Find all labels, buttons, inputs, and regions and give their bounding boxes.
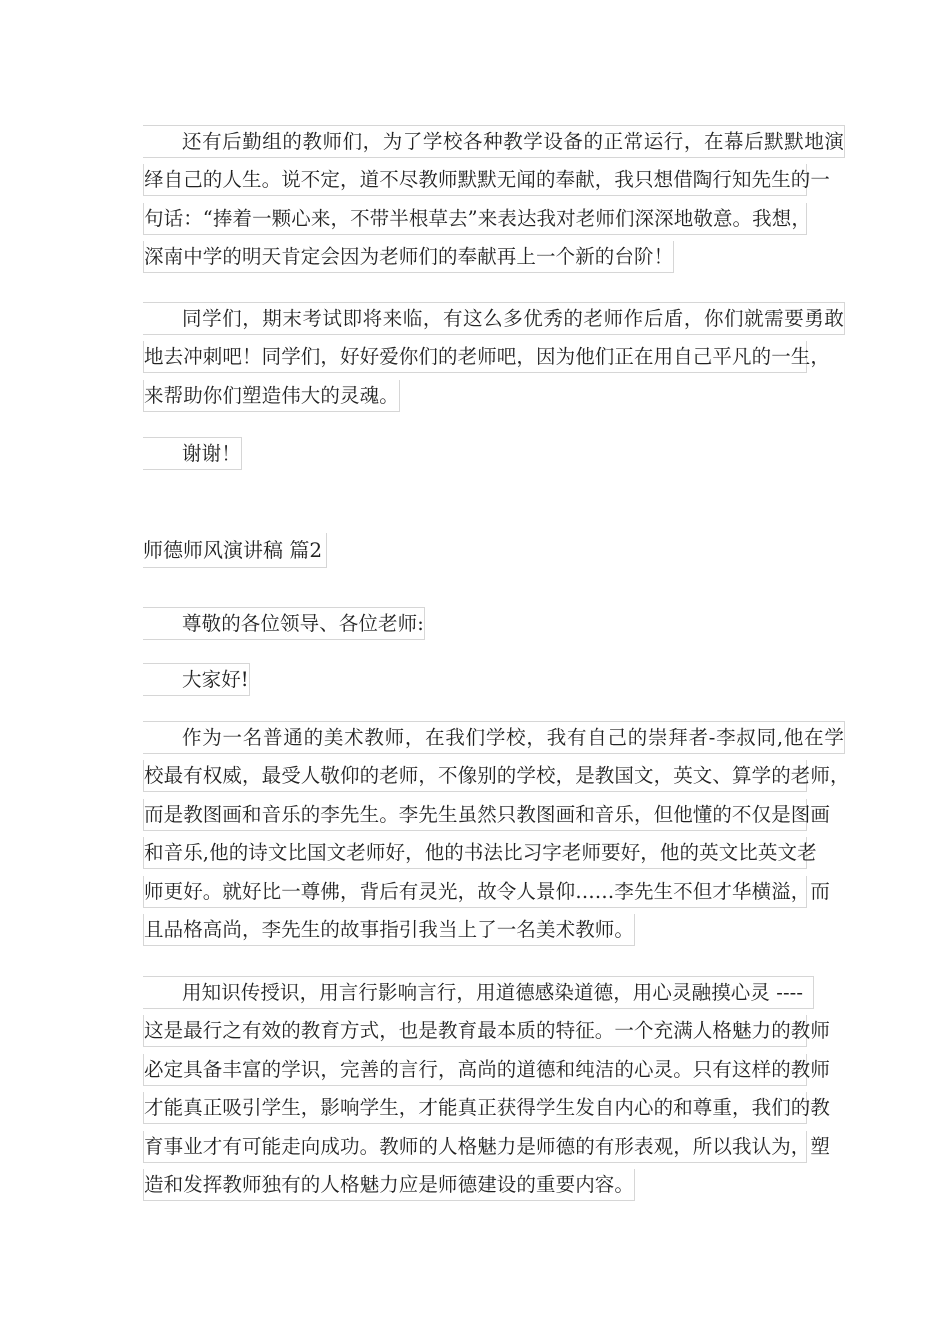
- paragraph-exam-encouragement: [143, 299, 844, 415]
- text-line: 必定具备丰富的学识，完善的言行，高尚的道德和纯洁的心灵。只有这样的教师: [143, 1054, 807, 1086]
- section-heading: [143, 533, 327, 567]
- text-line: 还有后勤组的教师们，为了学校各种教学设备的正常运行，在幕后默默地演: [143, 125, 845, 158]
- paragraph-greeting: [143, 660, 807, 699]
- text-line: 造和发挥教师独有的人格魅力应是师德建设的重要内容。: [143, 1169, 635, 1201]
- text-line: 作为一名普通的美术教师，在我们学校，我有自己的崇拜者-李叔同,他在学: [143, 721, 845, 754]
- text-line: 而是教图画和音乐的李先生。李先生虽然只教图画和音乐，但他懂的不仅是图画: [143, 799, 807, 831]
- text-line: 绎自己的人生。说不定，道不尽教师默默无闻的奉献，我只想借陶行知先生的一: [143, 164, 807, 196]
- paragraph-salutation: [143, 604, 807, 643]
- paragraph-logistics-teachers: [143, 122, 844, 276]
- paragraph-thanks: [143, 434, 807, 473]
- paragraph-teacher-charisma: [143, 973, 831, 1204]
- text-line: 大家好!: [143, 663, 250, 696]
- text-line: 用知识传授识，用言行影响言行，用道德感染道德，用心灵融摸心灵 ----: [143, 976, 814, 1009]
- text-line: 同学们，期末考试即将来临，有这么多优秀的老师作后盾，你们就需要勇敢: [143, 302, 845, 335]
- text-line: 校最有权威，最受人敬仰的老师，不像别的学校，是教国文，英文、算学的老师，: [143, 760, 807, 792]
- text-line: 且品格高尚，李先生的故事指引我当上了一名美术教师。: [143, 914, 635, 946]
- text-line: 和音乐,他的诗文比国文老师好，他的书法比习字老师要好，他的英文比英文老: [143, 837, 807, 869]
- text-line: 才能真正吸引学生，影响学生，才能真正获得学生发自内心的和尊重，我们的教: [143, 1092, 807, 1124]
- text-line: 这是最行之有效的教育方式，也是教育最本质的特征。一个充满人格魅力的教师: [143, 1015, 807, 1047]
- text-line: 尊敬的各位领导、各位老师:: [143, 607, 425, 640]
- text-line: 谢谢！: [143, 437, 242, 470]
- text-line: 师更好。就好比一尊佛，背后有灵光，故令人景仰……李先生不但才华横溢，而: [143, 876, 807, 908]
- text-line: 来帮助你们塑造伟大的灵魂。: [143, 380, 400, 412]
- text-line: 句话：“捧着一颗心来，不带半根草去”来表达我对老师们深深地敬意。我想，: [143, 203, 807, 235]
- text-line: 深南中学的明天肯定会因为老师们的奉献再上一个新的台阶！: [143, 241, 674, 273]
- text-line: 地去冲刺吧！同学们，好好爱你们的老师吧，因为他们正在用自己平凡的一生，: [143, 341, 807, 373]
- text-line: 育事业才有可能走向成功。教师的人格魅力是师德的有形表观，所以我认为，塑: [143, 1131, 807, 1163]
- section-heading-text: 师德师风演讲稿 篇2: [143, 533, 327, 568]
- paragraph-art-teacher: [143, 718, 850, 949]
